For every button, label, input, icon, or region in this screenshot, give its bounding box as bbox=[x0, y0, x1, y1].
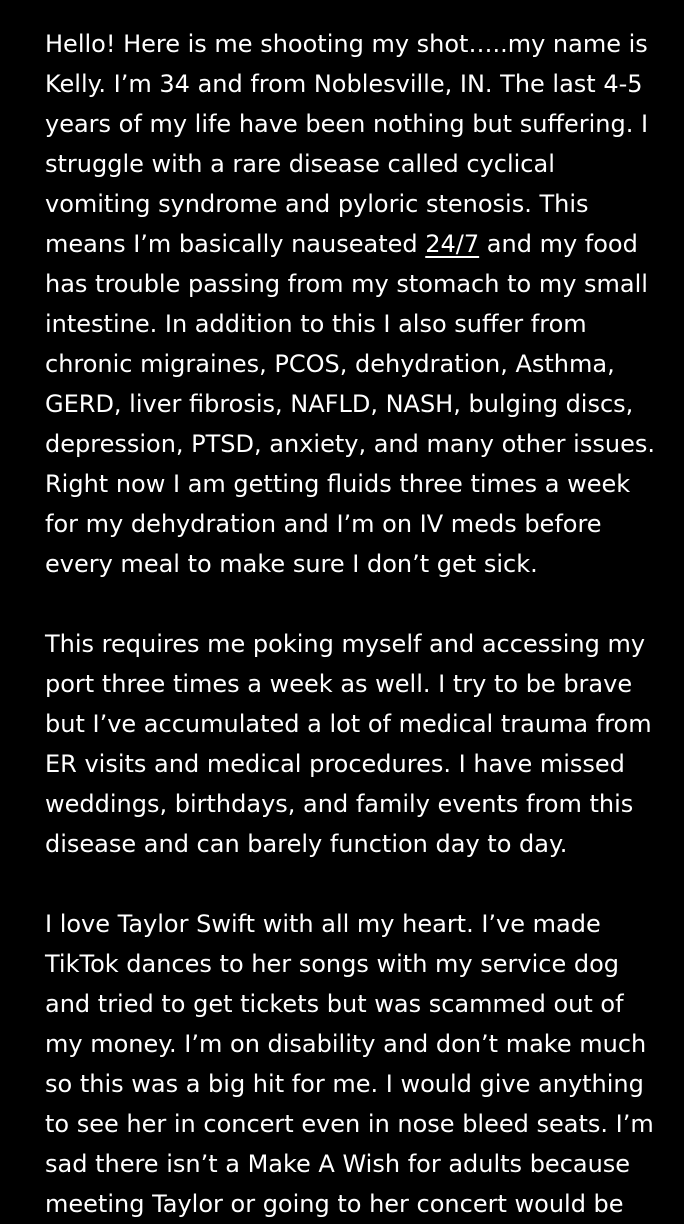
text-line: This requires me poking myself and accessing my bbox=[45, 630, 646, 658]
text-line: chronic migraines, PCOS, dehydration, Asthma, bbox=[45, 350, 615, 378]
text-line: Hello! Here is me shooting my shot…..my name is bbox=[45, 30, 648, 58]
text-line: weddings, birthdays, and family events from this bbox=[45, 790, 634, 818]
text-line: sad there isn’t a Make A Wish for adults because bbox=[45, 1150, 631, 1178]
text-line: disease and can barely function day to day. bbox=[45, 830, 568, 858]
text-line: every meal to make sure I don’t get sick. bbox=[45, 550, 538, 578]
text-line: has trouble passing from my stomach to my small bbox=[45, 270, 648, 298]
paragraph-2 bbox=[45, 624, 655, 864]
text-line: TikTok dances to her songs with my service dog bbox=[45, 950, 619, 978]
text-line: vomiting syndrome and pyloric stenosis. This bbox=[45, 190, 589, 218]
text-line: and tried to get tickets but was scammed out of bbox=[45, 990, 624, 1018]
text-line: ER visits and medical procedures. I have missed bbox=[45, 750, 625, 778]
paragraph-3 bbox=[45, 904, 655, 1224]
note-text-body[interactable] bbox=[45, 24, 655, 1224]
text-segment: and my food bbox=[479, 230, 638, 258]
text-line: intestine. In addition to this I also suffer from bbox=[45, 310, 587, 338]
paragraph-gap bbox=[45, 864, 655, 904]
detected-data-link[interactable]: 24/7 bbox=[425, 230, 480, 258]
text-line: depression, PTSD, anxiety, and many other issues. bbox=[45, 430, 655, 458]
text-line: port three times a week as well. I try to be brave bbox=[45, 670, 633, 698]
paragraph-1 bbox=[45, 24, 655, 584]
text-line: to see her in concert even in nose bleed seats. I’m bbox=[45, 1110, 654, 1138]
text-line: but I’ve accumulated a lot of medical trauma from bbox=[45, 710, 652, 738]
text-line: for my dehydration and I’m on IV meds before bbox=[45, 510, 602, 538]
text-line: meeting Taylor or going to her concert would be bbox=[45, 1190, 624, 1218]
paragraph-gap bbox=[45, 584, 655, 624]
text-line: my money. I’m on disability and don’t make much bbox=[45, 1030, 647, 1058]
text-line-with-link bbox=[45, 224, 655, 264]
text-line: Kelly. I’m 34 and from Noblesville, IN. The last 4-5 bbox=[45, 70, 643, 98]
text-segment: means I’m basically nauseated bbox=[45, 230, 426, 258]
text-line: so this was a big hit for me. I would give anything bbox=[45, 1070, 644, 1098]
text-line: GERD, liver fibrosis, NAFLD, NASH, bulging discs, bbox=[45, 390, 634, 418]
text-line: years of my life have been nothing but suffering. I bbox=[45, 110, 649, 138]
text-line: struggle with a rare disease called cyclical bbox=[45, 150, 555, 178]
text-line: Right now I am getting fluids three times a week bbox=[45, 470, 631, 498]
text-line: I love Taylor Swift with all my heart. I’ve made bbox=[45, 910, 601, 938]
